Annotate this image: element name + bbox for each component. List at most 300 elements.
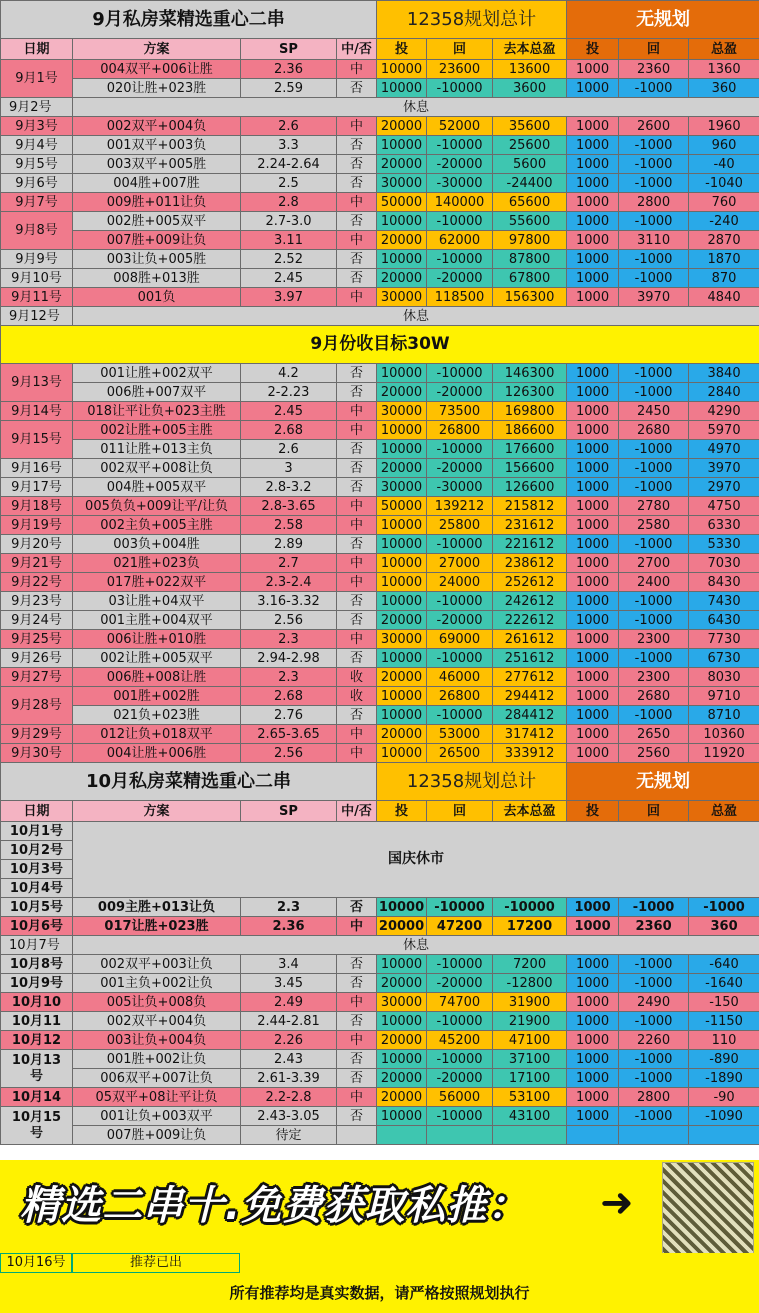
date-text: 9月6号 <box>15 175 58 191</box>
date-text: 9月4号 <box>15 137 58 153</box>
net-profit-cell: 215812 <box>493 497 567 516</box>
result-cell: 中 <box>337 573 377 592</box>
net-profit-cell: 126300 <box>493 383 567 402</box>
result-cell: 否 <box>337 440 377 459</box>
return2-cell: 2360 <box>619 60 689 79</box>
return2-cell: -1000 <box>619 155 689 174</box>
plan-cell: 05双平+08让平让负 <box>73 1088 241 1107</box>
plan-cell: 002胜+005双平 <box>73 212 241 231</box>
plan-cell: 006让胜+010胜 <box>73 630 241 649</box>
total-profit-cell: 9710 <box>689 687 759 706</box>
net-profit-cell: 222612 <box>493 611 567 630</box>
rest-row <box>1 98 759 117</box>
return-cell: 74700 <box>427 993 493 1012</box>
column-header: 方案 <box>73 39 241 60</box>
bet2-cell: 1000 <box>567 231 619 250</box>
date-cell <box>1 592 73 611</box>
return2-cell: -1000 <box>619 1012 689 1031</box>
date-text: 9月19号 <box>11 517 62 533</box>
return-cell: 62000 <box>427 231 493 250</box>
net-profit-cell: 43100 <box>493 1107 567 1126</box>
date-cell <box>1 288 73 307</box>
return-cell: 69000 <box>427 630 493 649</box>
bet2-cell: 1000 <box>567 535 619 554</box>
bet-cell: 30000 <box>377 993 427 1012</box>
date-text: 9月23号 <box>11 593 62 609</box>
table-row <box>1 898 759 917</box>
bet2-cell: 1000 <box>567 1031 619 1050</box>
date-cell <box>1 974 73 993</box>
return2-cell: -1000 <box>619 1107 689 1126</box>
return2-cell: 2650 <box>619 725 689 744</box>
net-profit-cell: 31900 <box>493 993 567 1012</box>
result-cell: 中 <box>337 554 377 573</box>
total-profit-cell: -1040 <box>689 174 759 193</box>
return2-cell: -1000 <box>619 478 689 497</box>
return-cell: 26800 <box>427 687 493 706</box>
table-row <box>1 60 759 79</box>
net-profit-cell: 5600 <box>493 155 567 174</box>
total-profit-cell: 1870 <box>689 250 759 269</box>
date-cell <box>1 573 73 592</box>
return2-cell: 2300 <box>619 668 689 687</box>
return-cell: 25800 <box>427 516 493 535</box>
date-cell <box>1 212 73 250</box>
net-profit-cell <box>493 1126 567 1145</box>
bet2-cell: 1000 <box>567 497 619 516</box>
total-profit-cell: -890 <box>689 1050 759 1069</box>
sp-cell: 3.16-3.32 <box>241 592 337 611</box>
date-cell <box>1 174 73 193</box>
total-profit-cell: 2970 <box>689 478 759 497</box>
date-text: 9月30号 <box>11 745 62 761</box>
bet2-cell: 1000 <box>567 155 619 174</box>
total-profit-cell: 5330 <box>689 535 759 554</box>
result-cell: 否 <box>337 898 377 917</box>
plan-cell: 002双平+004负 <box>73 1012 241 1031</box>
bet-cell: 10000 <box>377 592 427 611</box>
date-text: 9月9号 <box>15 251 58 267</box>
bet-cell: 20000 <box>377 231 427 250</box>
sp-cell: 2.56 <box>241 611 337 630</box>
total-profit-cell: 4840 <box>689 288 759 307</box>
date-cell: 10月1号 <box>1 822 73 841</box>
sp-cell: 2.43 <box>241 1050 337 1069</box>
column-header: 回 <box>427 39 493 60</box>
return-cell <box>427 1126 493 1145</box>
bet2-cell: 1000 <box>567 1107 619 1126</box>
return-cell: -20000 <box>427 611 493 630</box>
total-profit-cell: 960 <box>689 136 759 155</box>
section-title-row <box>1 1 759 39</box>
return-cell: 46000 <box>427 668 493 687</box>
return2-cell: 2450 <box>619 402 689 421</box>
date-cell: 10月3号 <box>1 860 73 879</box>
plan-cell: 001负 <box>73 288 241 307</box>
bet-cell: 30000 <box>377 630 427 649</box>
total-profit-cell: 6330 <box>689 516 759 535</box>
sp-cell: 2.89 <box>241 535 337 554</box>
date-text: 9月10号 <box>11 270 62 286</box>
holiday-label: 国庆休市 <box>73 822 759 898</box>
sp-cell: 2.26 <box>241 1031 337 1050</box>
column-header: SP <box>241 801 337 822</box>
total-profit-cell: -1150 <box>689 1012 759 1031</box>
bet-cell <box>377 1126 427 1145</box>
table-row <box>1 1126 759 1145</box>
bet-cell: 50000 <box>377 193 427 212</box>
net-profit-cell: 53100 <box>493 1088 567 1107</box>
bet-cell: 20000 <box>377 974 427 993</box>
net-profit-cell: 176600 <box>493 440 567 459</box>
return2-cell: -1000 <box>619 1050 689 1069</box>
date-text-suffix: 号 <box>29 1068 43 1084</box>
bet2-cell: 1000 <box>567 1050 619 1069</box>
goal-row <box>1 326 759 364</box>
bet2-cell: 1000 <box>567 744 619 763</box>
return-cell: 23600 <box>427 60 493 79</box>
latest-row <box>0 1253 759 1273</box>
date-cell <box>1 955 73 974</box>
date-cell <box>1 117 73 136</box>
return-cell: -30000 <box>427 478 493 497</box>
table-row <box>1 516 759 535</box>
date-cell <box>1 136 73 155</box>
table-row <box>1 402 759 421</box>
table-row <box>1 497 759 516</box>
date-text: 9月5号 <box>15 156 58 172</box>
plan-cell: 001胜+002让负 <box>73 1050 241 1069</box>
return2-cell: 3970 <box>619 288 689 307</box>
bet2-cell: 1000 <box>567 1069 619 1088</box>
return2-cell: 2800 <box>619 1088 689 1107</box>
sp-cell: 2.2-2.8 <box>241 1088 337 1107</box>
bet-cell: 20000 <box>377 155 427 174</box>
sp-cell: 3 <box>241 459 337 478</box>
result-cell: 中 <box>337 497 377 516</box>
net-profit-cell: 25600 <box>493 136 567 155</box>
return2-cell: -1000 <box>619 535 689 554</box>
column-header: 总盈 <box>689 39 759 60</box>
bet2-cell: 1000 <box>567 1088 619 1107</box>
total-profit-cell: 1960 <box>689 117 759 136</box>
section-title: 10月私房菜精选重心二串 <box>1 763 377 801</box>
bet2-cell: 1000 <box>567 898 619 917</box>
date-text: 9月3号 <box>15 118 58 134</box>
result-cell: 中 <box>337 421 377 440</box>
date-cell <box>1 668 73 687</box>
date-cell <box>1 725 73 744</box>
date-cell <box>1 1107 73 1145</box>
plan-cell: 002让胜+005主胜 <box>73 421 241 440</box>
date-cell <box>1 744 73 763</box>
sp-cell: 2.43-3.05 <box>241 1107 337 1126</box>
bet-cell: 20000 <box>377 1031 427 1050</box>
total-profit-cell: 11920 <box>689 744 759 763</box>
bet2-cell: 1000 <box>567 725 619 744</box>
date-cell <box>1 1088 73 1107</box>
net-profit-cell: 169800 <box>493 402 567 421</box>
return2-cell: -1000 <box>619 592 689 611</box>
return-cell: 26800 <box>427 421 493 440</box>
result-cell: 收 <box>337 687 377 706</box>
result-cell: 否 <box>337 269 377 288</box>
table-row <box>1 440 759 459</box>
rest-row <box>1 936 759 955</box>
bet-cell: 10000 <box>377 1012 427 1031</box>
bet-cell: 10000 <box>377 250 427 269</box>
sp-cell: 3.97 <box>241 288 337 307</box>
return2-cell: -1000 <box>619 383 689 402</box>
total-profit-cell: -90 <box>689 1088 759 1107</box>
return-cell: 27000 <box>427 554 493 573</box>
table-row <box>1 955 759 974</box>
column-header: 回 <box>619 801 689 822</box>
rest-label: 休息 <box>73 936 759 955</box>
date-cell: 10月2号 <box>1 841 73 860</box>
sp-cell: 2.36 <box>241 60 337 79</box>
table-row <box>1 193 759 212</box>
column-header: 回 <box>619 39 689 60</box>
net-profit-cell: 146300 <box>493 364 567 383</box>
table-row <box>1 611 759 630</box>
result-cell: 否 <box>337 174 377 193</box>
return2-cell: -1000 <box>619 136 689 155</box>
total-profit-cell: -640 <box>689 955 759 974</box>
date-text: 9月28号 <box>11 698 62 713</box>
plan-cell: 001主胜+004双平 <box>73 611 241 630</box>
date-cell <box>1 364 73 402</box>
bet-cell: 20000 <box>377 459 427 478</box>
result-cell: 否 <box>337 974 377 993</box>
table-row <box>1 917 759 936</box>
result-cell: 中 <box>337 1088 377 1107</box>
sp-cell: 待定 <box>241 1126 337 1145</box>
rest-label: 休息 <box>73 307 759 326</box>
promo-text: 精选二串十.免费获取私推： <box>20 1183 529 1229</box>
return-cell: -10000 <box>427 898 493 917</box>
table-row <box>1 478 759 497</box>
date-text: 10月11 <box>11 1013 62 1029</box>
date-cell <box>1 402 73 421</box>
total-profit-cell: -1890 <box>689 1069 759 1088</box>
column-header: 回 <box>427 801 493 822</box>
plan-cell: 005负负+009让平/让负 <box>73 497 241 516</box>
table-row <box>1 592 759 611</box>
return-cell: 56000 <box>427 1088 493 1107</box>
bet2-cell: 1000 <box>567 706 619 725</box>
promo-banner <box>0 1160 759 1253</box>
result-cell: 收 <box>337 668 377 687</box>
return-cell: -20000 <box>427 155 493 174</box>
bet2-cell: 1000 <box>567 79 619 98</box>
plan-cell: 004胜+007胜 <box>73 174 241 193</box>
bet-cell: 20000 <box>377 725 427 744</box>
result-cell: 中 <box>337 744 377 763</box>
total-profit-cell: 8430 <box>689 573 759 592</box>
result-cell: 否 <box>337 136 377 155</box>
return2-cell: 2560 <box>619 744 689 763</box>
return-cell: -10000 <box>427 364 493 383</box>
date-text: 9月21号 <box>11 555 62 571</box>
return2-cell: -1000 <box>619 649 689 668</box>
plan-cell: 002双平+008让负 <box>73 459 241 478</box>
net-profit-cell: 252612 <box>493 573 567 592</box>
return2-cell: 2360 <box>619 917 689 936</box>
date-text: 10月6号 <box>9 918 64 934</box>
return-cell: 45200 <box>427 1031 493 1050</box>
latest-date: 10月16号 <box>0 1253 72 1273</box>
total-profit-cell: -1090 <box>689 1107 759 1126</box>
date-cell <box>1 497 73 516</box>
date-text: 9月25号 <box>11 631 62 647</box>
total-profit-cell: 360 <box>689 79 759 98</box>
sp-cell: 2-2.23 <box>241 383 337 402</box>
result-cell: 否 <box>337 250 377 269</box>
result-cell: 中 <box>337 231 377 250</box>
bet2-cell: 1000 <box>567 592 619 611</box>
result-cell: 否 <box>337 79 377 98</box>
sp-cell: 2.65-3.65 <box>241 725 337 744</box>
date-text: 10月13 <box>11 1052 62 1068</box>
bet2-cell: 1000 <box>567 421 619 440</box>
result-cell: 否 <box>337 364 377 383</box>
return-cell: 140000 <box>427 193 493 212</box>
bet2-cell: 1000 <box>567 117 619 136</box>
table-row <box>1 535 759 554</box>
date-cell <box>1 993 73 1012</box>
total-profit-cell: 1360 <box>689 60 759 79</box>
table-row <box>1 117 759 136</box>
net-profit-cell: 277612 <box>493 668 567 687</box>
result-cell: 否 <box>337 212 377 231</box>
sp-cell: 2.36 <box>241 917 337 936</box>
goal-text: 9月份收目标30W <box>1 326 759 364</box>
date-text: 9月8号 <box>15 223 58 238</box>
plan-cell: 017胜+022双平 <box>73 573 241 592</box>
net-profit-cell: 7200 <box>493 955 567 974</box>
bet-cell: 10000 <box>377 649 427 668</box>
plan-cell: 002双平+004负 <box>73 117 241 136</box>
return2-cell: -1000 <box>619 174 689 193</box>
sp-cell: 2.7 <box>241 554 337 573</box>
sp-cell: 2.49 <box>241 993 337 1012</box>
net-profit-cell: -24400 <box>493 174 567 193</box>
bet-cell: 50000 <box>377 497 427 516</box>
date-cell <box>1 535 73 554</box>
plan-cell: 011让胜+013主负 <box>73 440 241 459</box>
net-profit-cell: 186600 <box>493 421 567 440</box>
bet-cell: 10000 <box>377 687 427 706</box>
net-profit-cell: 261612 <box>493 630 567 649</box>
return2-cell: 3110 <box>619 231 689 250</box>
table-row <box>1 288 759 307</box>
bet2-cell: 1000 <box>567 516 619 535</box>
return2-cell: -1000 <box>619 611 689 630</box>
bet-cell: 10000 <box>377 898 427 917</box>
plan-cell: 001胜+002胜 <box>73 687 241 706</box>
sp-cell: 2.24-2.64 <box>241 155 337 174</box>
sp-cell: 2.5 <box>241 174 337 193</box>
result-cell: 否 <box>337 478 377 497</box>
return2-cell: -1000 <box>619 706 689 725</box>
date-text: 9月7号 <box>15 194 58 210</box>
plan-cell: 002让胜+005双平 <box>73 649 241 668</box>
sp-cell: 2.6 <box>241 440 337 459</box>
sp-cell: 2.68 <box>241 687 337 706</box>
result-cell: 中 <box>337 725 377 744</box>
date-cell <box>1 269 73 288</box>
table-row <box>1 668 759 687</box>
column-header: 日期 <box>1 39 73 60</box>
no-plan-header: 无规划 <box>567 763 759 801</box>
net-profit-cell: 333912 <box>493 744 567 763</box>
return-cell: 52000 <box>427 117 493 136</box>
sp-cell: 2.76 <box>241 706 337 725</box>
total-profit-cell: 5970 <box>689 421 759 440</box>
table-row <box>1 706 759 725</box>
date-cell <box>1 155 73 174</box>
column-header: 中/否 <box>337 801 377 822</box>
date-text: 10月9号 <box>9 975 64 991</box>
return2-cell: 2700 <box>619 554 689 573</box>
total-profit-cell: 4970 <box>689 440 759 459</box>
plan-cell: 004双平+006让胜 <box>73 60 241 79</box>
result-cell: 否 <box>337 535 377 554</box>
net-profit-cell: 67800 <box>493 269 567 288</box>
table-row <box>1 1069 759 1088</box>
table-row <box>1 554 759 573</box>
return-cell: -10000 <box>427 79 493 98</box>
plan-cell: 006胜+007双平 <box>73 383 241 402</box>
column-header: 去本总盈 <box>493 39 567 60</box>
bet-cell: 20000 <box>377 1069 427 1088</box>
bet-cell: 10000 <box>377 744 427 763</box>
bet2-cell: 1000 <box>567 193 619 212</box>
table-row <box>1 383 759 402</box>
bet2-cell: 1000 <box>567 649 619 668</box>
bet-cell: 10000 <box>377 421 427 440</box>
net-profit-cell: -12800 <box>493 974 567 993</box>
sp-cell: 2.8-3.2 <box>241 478 337 497</box>
net-profit-cell: 97800 <box>493 231 567 250</box>
net-profit-cell: 65600 <box>493 193 567 212</box>
date-cell <box>1 611 73 630</box>
result-cell: 否 <box>337 611 377 630</box>
date-cell <box>1 516 73 535</box>
return-cell: -10000 <box>427 136 493 155</box>
bet2-cell: 1000 <box>567 174 619 193</box>
sp-cell: 2.3 <box>241 668 337 687</box>
return-cell: -10000 <box>427 955 493 974</box>
return-cell: -10000 <box>427 1107 493 1126</box>
return-cell: 139212 <box>427 497 493 516</box>
return2-cell: -1000 <box>619 1069 689 1088</box>
return2-cell: 2260 <box>619 1031 689 1050</box>
result-cell: 否 <box>337 1107 377 1126</box>
net-profit-cell: 35600 <box>493 117 567 136</box>
plan-cell: 021负+023胜 <box>73 706 241 725</box>
return-cell: -10000 <box>427 440 493 459</box>
result-cell <box>337 1126 377 1145</box>
sp-cell: 2.44-2.81 <box>241 1012 337 1031</box>
plan-cell: 018让平让负+023主胜 <box>73 402 241 421</box>
plan-cell: 017让胜+023胜 <box>73 917 241 936</box>
bet-cell: 20000 <box>377 383 427 402</box>
sp-cell: 2.3 <box>241 898 337 917</box>
bet-cell: 20000 <box>377 668 427 687</box>
return-cell: 53000 <box>427 725 493 744</box>
